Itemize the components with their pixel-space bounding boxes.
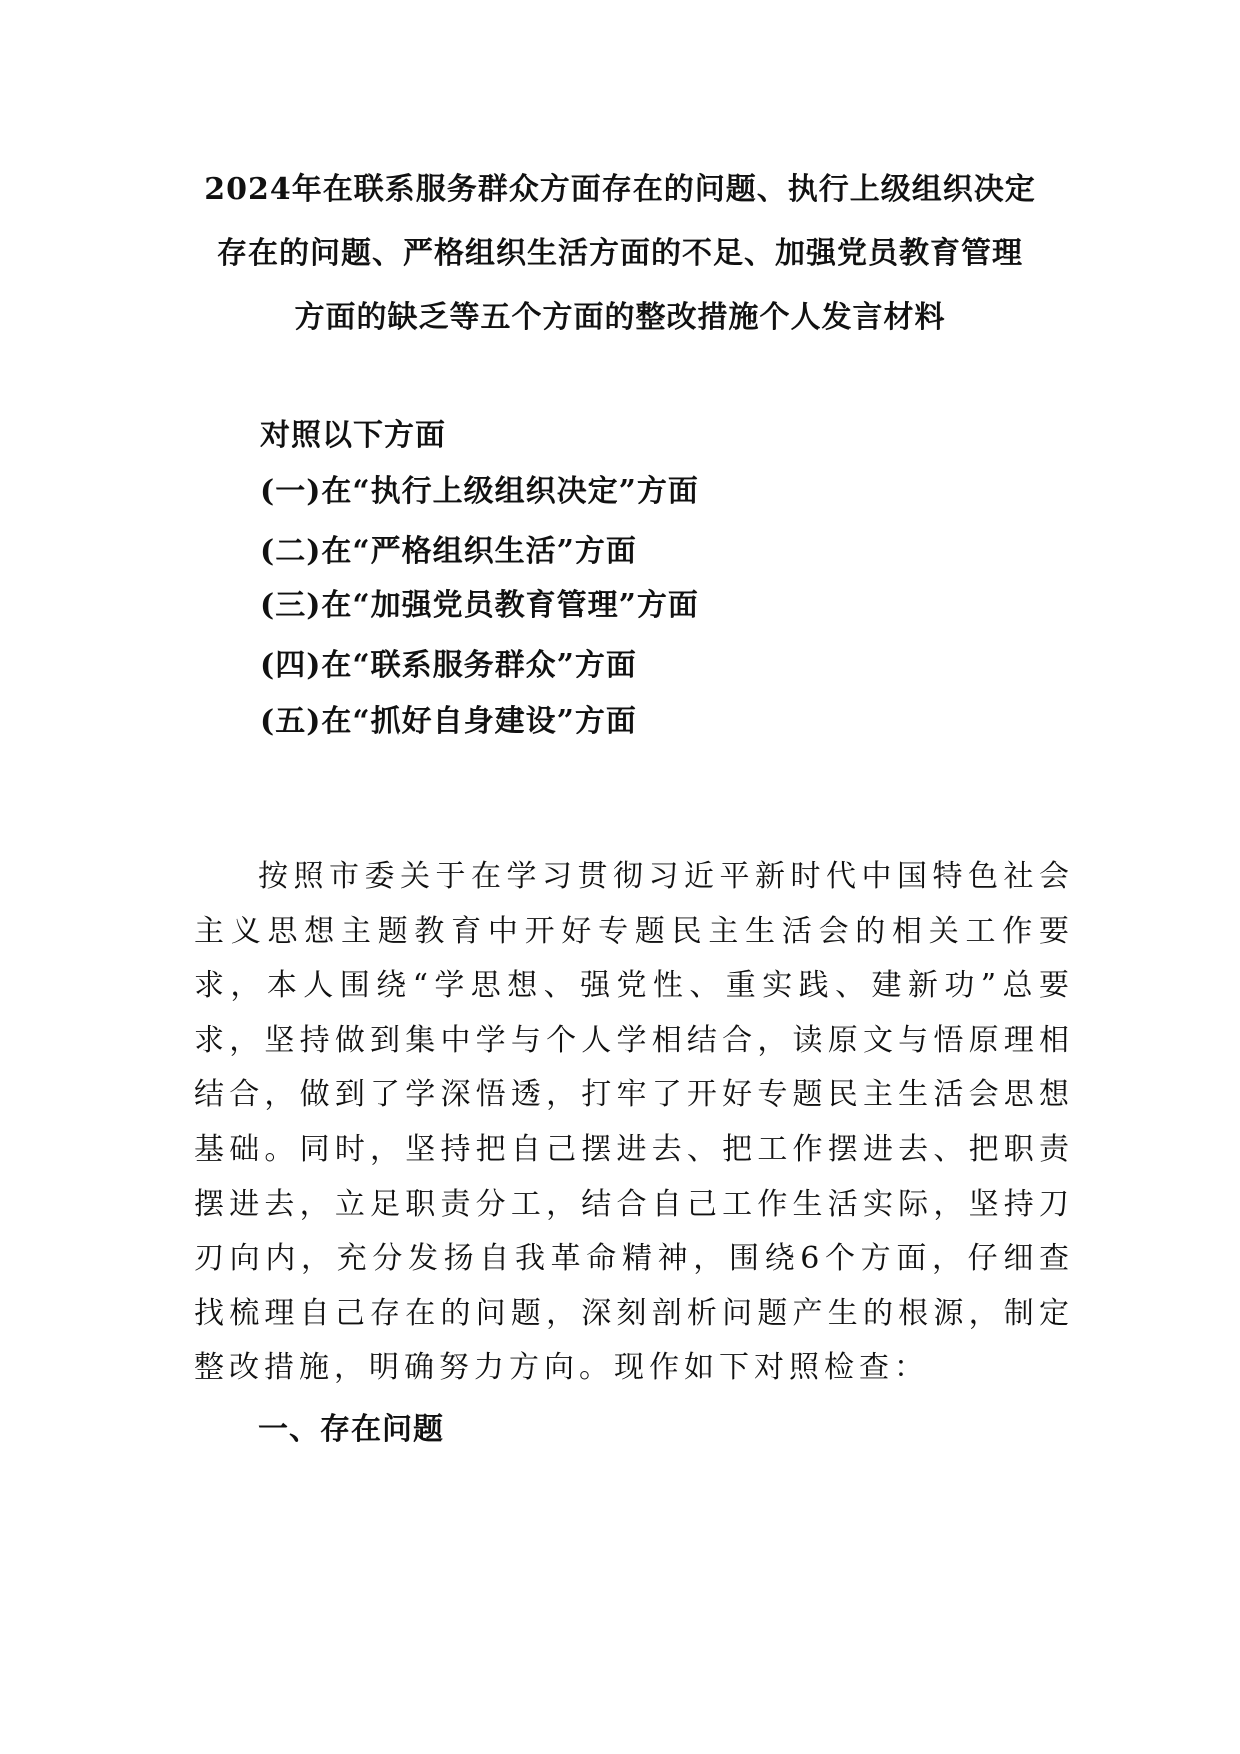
title-line-1: 2024年在联系服务群众方面存在的问题、执行上级组织决定: [204, 172, 1036, 207]
outline-intro: 对照以下方面: [260, 418, 446, 453]
document-title: [140, 158, 1100, 350]
body-paragraph: 按照市委关于在学习贯彻习近平新时代中国特色社会主义思想主题教育中开好专题民主生活会的相关工作要求，本人围绕“学思想、强党性、重实践、建新功”总要求，坚持做到集中学与个人学相结合，读原文与悟原理相结合，做到了学深悟透，打牢了开好专题民主生活会思想基础。同时，坚持把自己摆进去、把工作摆进去、把职责摆进去，立足职责分工，结合自己工作生活实际，坚持刀刃向内，充分发扬自我革命精神，围绕6个方面，仔细查找梳理自己存在的问题，深刻剖析问题产生的根源，制定整改措施，明确努力方向。现作如下对照检查：: [194, 859, 1074, 1386]
outline-item-2: (二)在“严格组织生活”方面: [260, 534, 637, 569]
title-line-2: 存在的问题、严格组织生活方面的不足、加强党员教育管理: [217, 236, 1023, 271]
outline-item-5: (五)在“抓好自身建设”方面: [260, 704, 637, 739]
outline-item-1: (一)在“执行上级组织决定”方面: [260, 474, 699, 509]
outline-item-3: (三)在“加强党员教育管理”方面: [260, 588, 699, 623]
title-line-3: 方面的缺乏等五个方面的整改措施个人发言材料: [294, 300, 946, 335]
section-heading: 一、存在问题: [258, 1412, 444, 1447]
outline-item-4: (四)在“联系服务群众”方面: [260, 648, 637, 683]
